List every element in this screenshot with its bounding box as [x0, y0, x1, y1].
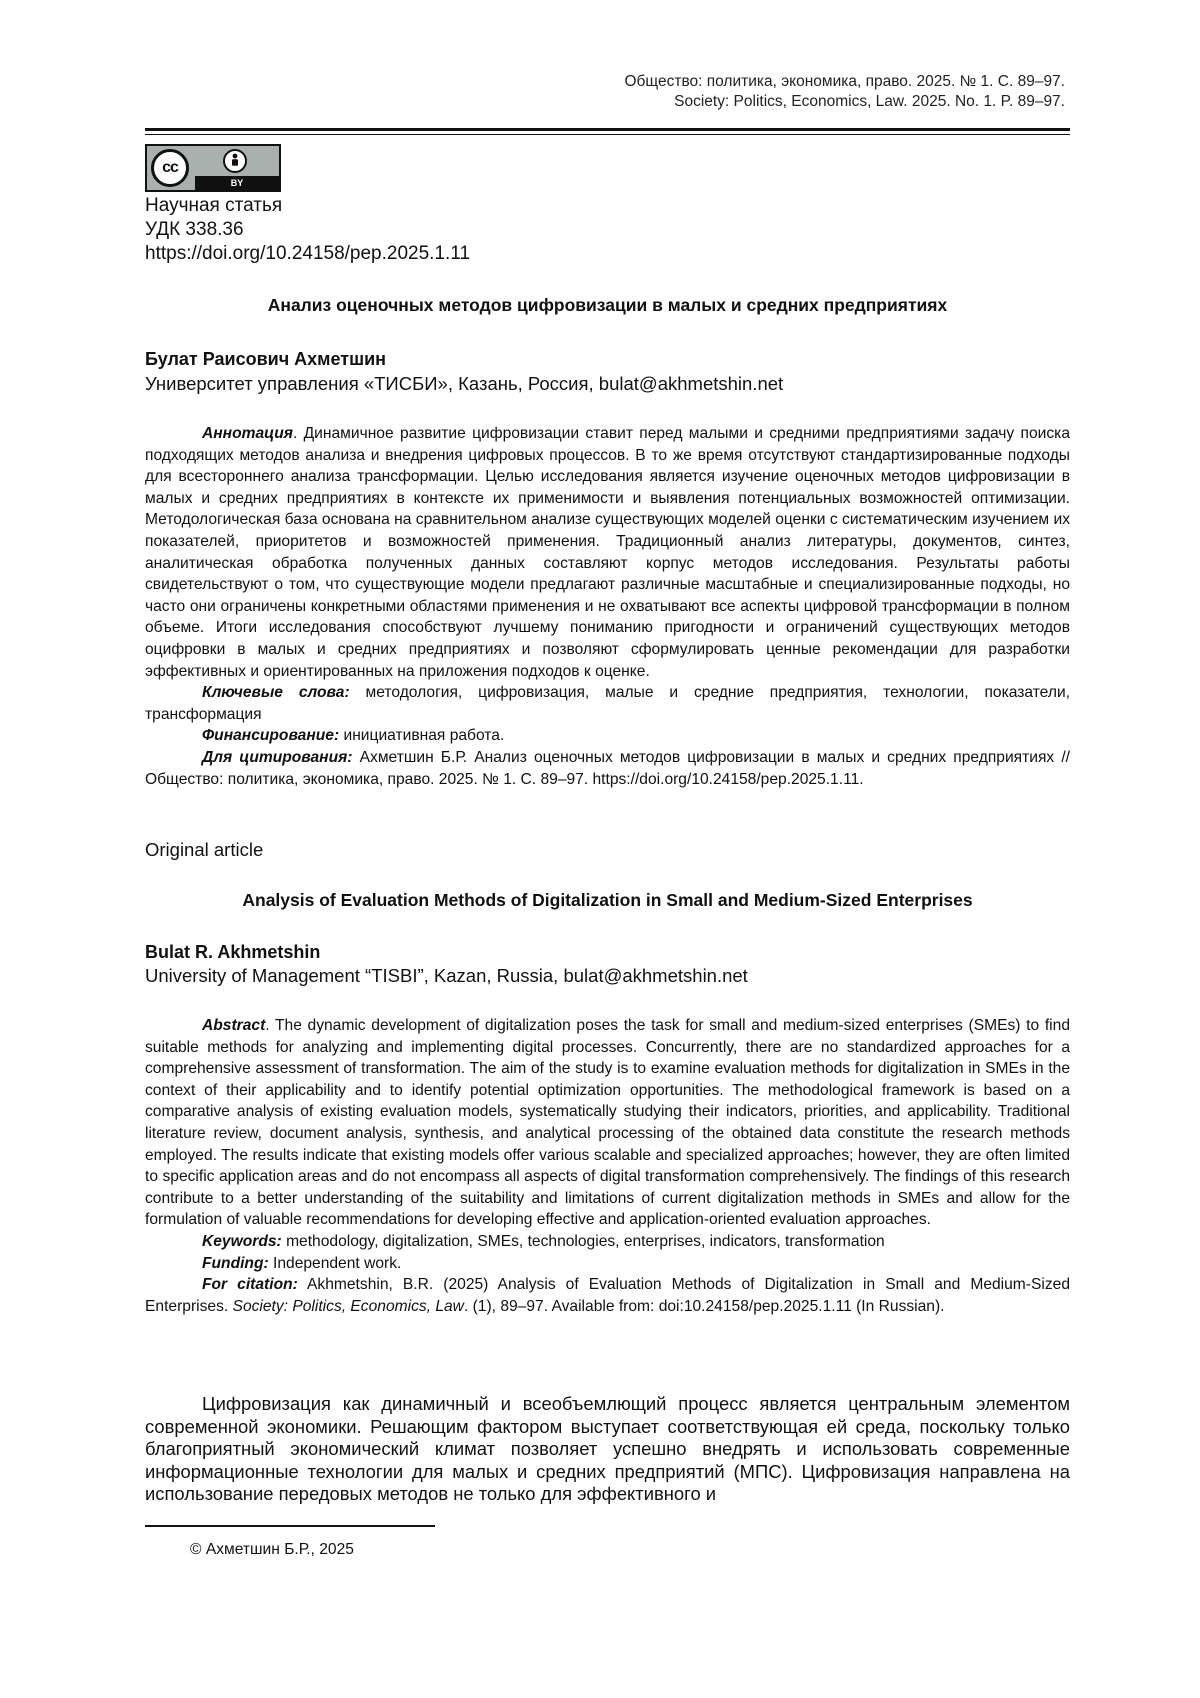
- keywords-en-text: methodology, digitalization, SMEs, technologies, enterprises, indicators, transformation: [281, 1232, 885, 1250]
- abstract-ru-label: Аннотация: [202, 425, 293, 442]
- citation-en: [145, 1274, 1070, 1317]
- keywords-ru-text: методология, цифровизация, малые и средние предприятия, технологии, показатели, трансформация: [145, 684, 1070, 723]
- author-name-ru: Булат Раисович Ахметшин: [145, 349, 387, 369]
- funding-ru-label: Финансирование:: [202, 727, 340, 745]
- article-type: Научная статья: [145, 195, 283, 216]
- body-paragraph-1: Цифровизация как динамичный и всеобъемлющий процесс является центральным элементом современной экономики. Решающим фактором выступает соответствующая ей среда, поскольку только благоприятный экономический климат позволяет успешно внедрять и использовать современные информационные технологии для малых и средних предприятий (МПС). Цифровизация направлена на использование передовых методов не только для эффективного и: [145, 1393, 1070, 1505]
- affiliation-ru: Университет управления «ТИСБИ», Казань, Россия, bulat@akhmetshin.net: [145, 373, 784, 394]
- by-label: BY: [195, 176, 279, 190]
- citation-en-journal: Society: Politics, Economics, Law: [232, 1297, 464, 1315]
- abstract-en-text: . The dynamic development of digitalization poses the task for small and medium-sized enterprises (SMEs) to find suitable methods for analyzing and implementing digital processes. Concurrently, there are no standardized approaches for a comprehensive assessment of transformation. The aim of the study is to examine evaluation methods for digitalization in SMEs in the context of their applicability and to identify potential optimization opportunities. The methodological framework is based on a comparative analysis of existing evaluation models, systematically studying their indicators, priorities, and applicability. Traditional literature review, document analysis, synthesis, and analytical processing of the obtained data constitute the research methods employed. The results indicate that existing models offer various scalable and specialized approaches; however, they are often limited to specific application areas and do not encompass all aspects of digital transformation comprehensively. The findings of this research contribute to a better understanding of the suitability and limitations of current digitalization methods in SMEs and allow for the formulation of valuable recommendations for developing effective and application-oriented evaluation approaches.: [145, 1017, 1070, 1229]
- journal-ru: Общество: политика, экономика, право. 2025. № 1. С. 89–97.: [624, 73, 1065, 90]
- author-name-en: Bulat R. Akhmetshin: [145, 942, 321, 962]
- affiliation-en: University of Management “TISBI”, Kazan, Russia, bulat@akhmetshin.net: [145, 965, 748, 986]
- header-rule-thin: [145, 134, 1070, 135]
- article-meta: [145, 194, 470, 266]
- funding-en-label: Funding:: [202, 1254, 269, 1272]
- abstract-en: [145, 1015, 1070, 1317]
- citation-en-text-2: . (1), 89–97. Available from: doi:10.24158/pep.2025.1.11 (In Russian).: [463, 1297, 945, 1315]
- header-rule-thick: [145, 128, 1070, 131]
- cc-icon: cc: [151, 149, 189, 187]
- cc-by-icon: [145, 144, 281, 192]
- funding-en: [145, 1253, 1070, 1275]
- udc: УДК 338.36: [145, 219, 244, 240]
- doi-link[interactable]: https://doi.org/10.24158/pep.2025.1.11: [145, 243, 471, 264]
- copyright-footnote: © Ахметшин Б.Р., 2025: [190, 1541, 354, 1558]
- journal-en: Society: Politics, Economics, Law. 2025. No. 1. P. 89–97.: [674, 93, 1065, 110]
- title-en: Analysis of Evaluation Methods of Digitalization in Small and Medium-Sized Enterprises: [242, 890, 973, 910]
- journal-header: [624, 72, 1065, 112]
- keywords-ru: [145, 682, 1070, 725]
- funding-ru-text: инициативная работа.: [339, 727, 505, 745]
- abstract-en-label: Abstract: [202, 1017, 266, 1034]
- abstract-ru: [145, 423, 1070, 790]
- keywords-en: [145, 1231, 1070, 1253]
- funding-ru: [145, 725, 1070, 747]
- article-type-en: Original article: [145, 839, 264, 860]
- citation-ru-label: Для цитирования:: [202, 748, 353, 766]
- citation-ru: [145, 747, 1070, 790]
- funding-en-text: Independent work.: [268, 1254, 402, 1272]
- abstract-ru-paragraph: [145, 423, 1070, 682]
- person-icon: [223, 149, 247, 173]
- body-text: [145, 1393, 1070, 1506]
- citation-en-label: For citation:: [202, 1276, 298, 1294]
- abstract-en-paragraph: [145, 1015, 1070, 1231]
- keywords-ru-label: Ключевые слова:: [202, 684, 350, 702]
- footnote-rule: [145, 1525, 435, 1527]
- abstract-ru-text: . Динамичное развитие цифровизации ставит перед малыми и средними предприятиями задачу поиска подходящих методов анализа и внедрения цифровых процессов. В то же время отсутствуют стандартизированные подходы для всестороннего анализа трансформации. Целью исследования является изучение оценочных методов цифровизации в малых и средних предприятиях в контексте их применимости и выявления потенциальных возможностей оптимизации. Методологическая база основана на сравнительном анализе существующих моделей оценки с систематическим изучением их показателей, приоритетов и возможностей применения. Традиционный анализ литературы, документов, синтез, аналитическая обработка полученных данных составляют корпус методов исследования. Результаты работы свидетельствуют о том, что существующие модели предлагают различные масштабные и специализированные подходы, но часто они ограничены конкретными областями применения и не охватывают все аспекты цифровой трансформации в полном объеме. Итоги исследования способствуют лучшему пониманию пригодности и ограничений существующих методов оцифровки в малых и средних предприятиях и позволяют сформулировать ценные рекомендации для разработки эффективных и ориентированных на приложения подходов к оценке.: [145, 425, 1070, 680]
- title-ru: Анализ оценочных методов цифровизации в малых и средних предприятиях: [267, 295, 948, 315]
- citation-en-text-1: Akhmetshin, B.R. (2025) Analysis of Evaluation Methods of Digitalization in Small and Medium-Sized Enterprises.: [145, 1276, 1071, 1315]
- citation-ru-text: Ахметшин Б.Р. Анализ оценочных методов цифровизации в малых и средних предприятиях // Общество: политика, экономика, право. 2025. № 1. С. 89–97. https://doi.org/10.24158/pep.2025.1.11.: [145, 748, 1070, 788]
- keywords-en-label: Keywords:: [202, 1232, 282, 1250]
